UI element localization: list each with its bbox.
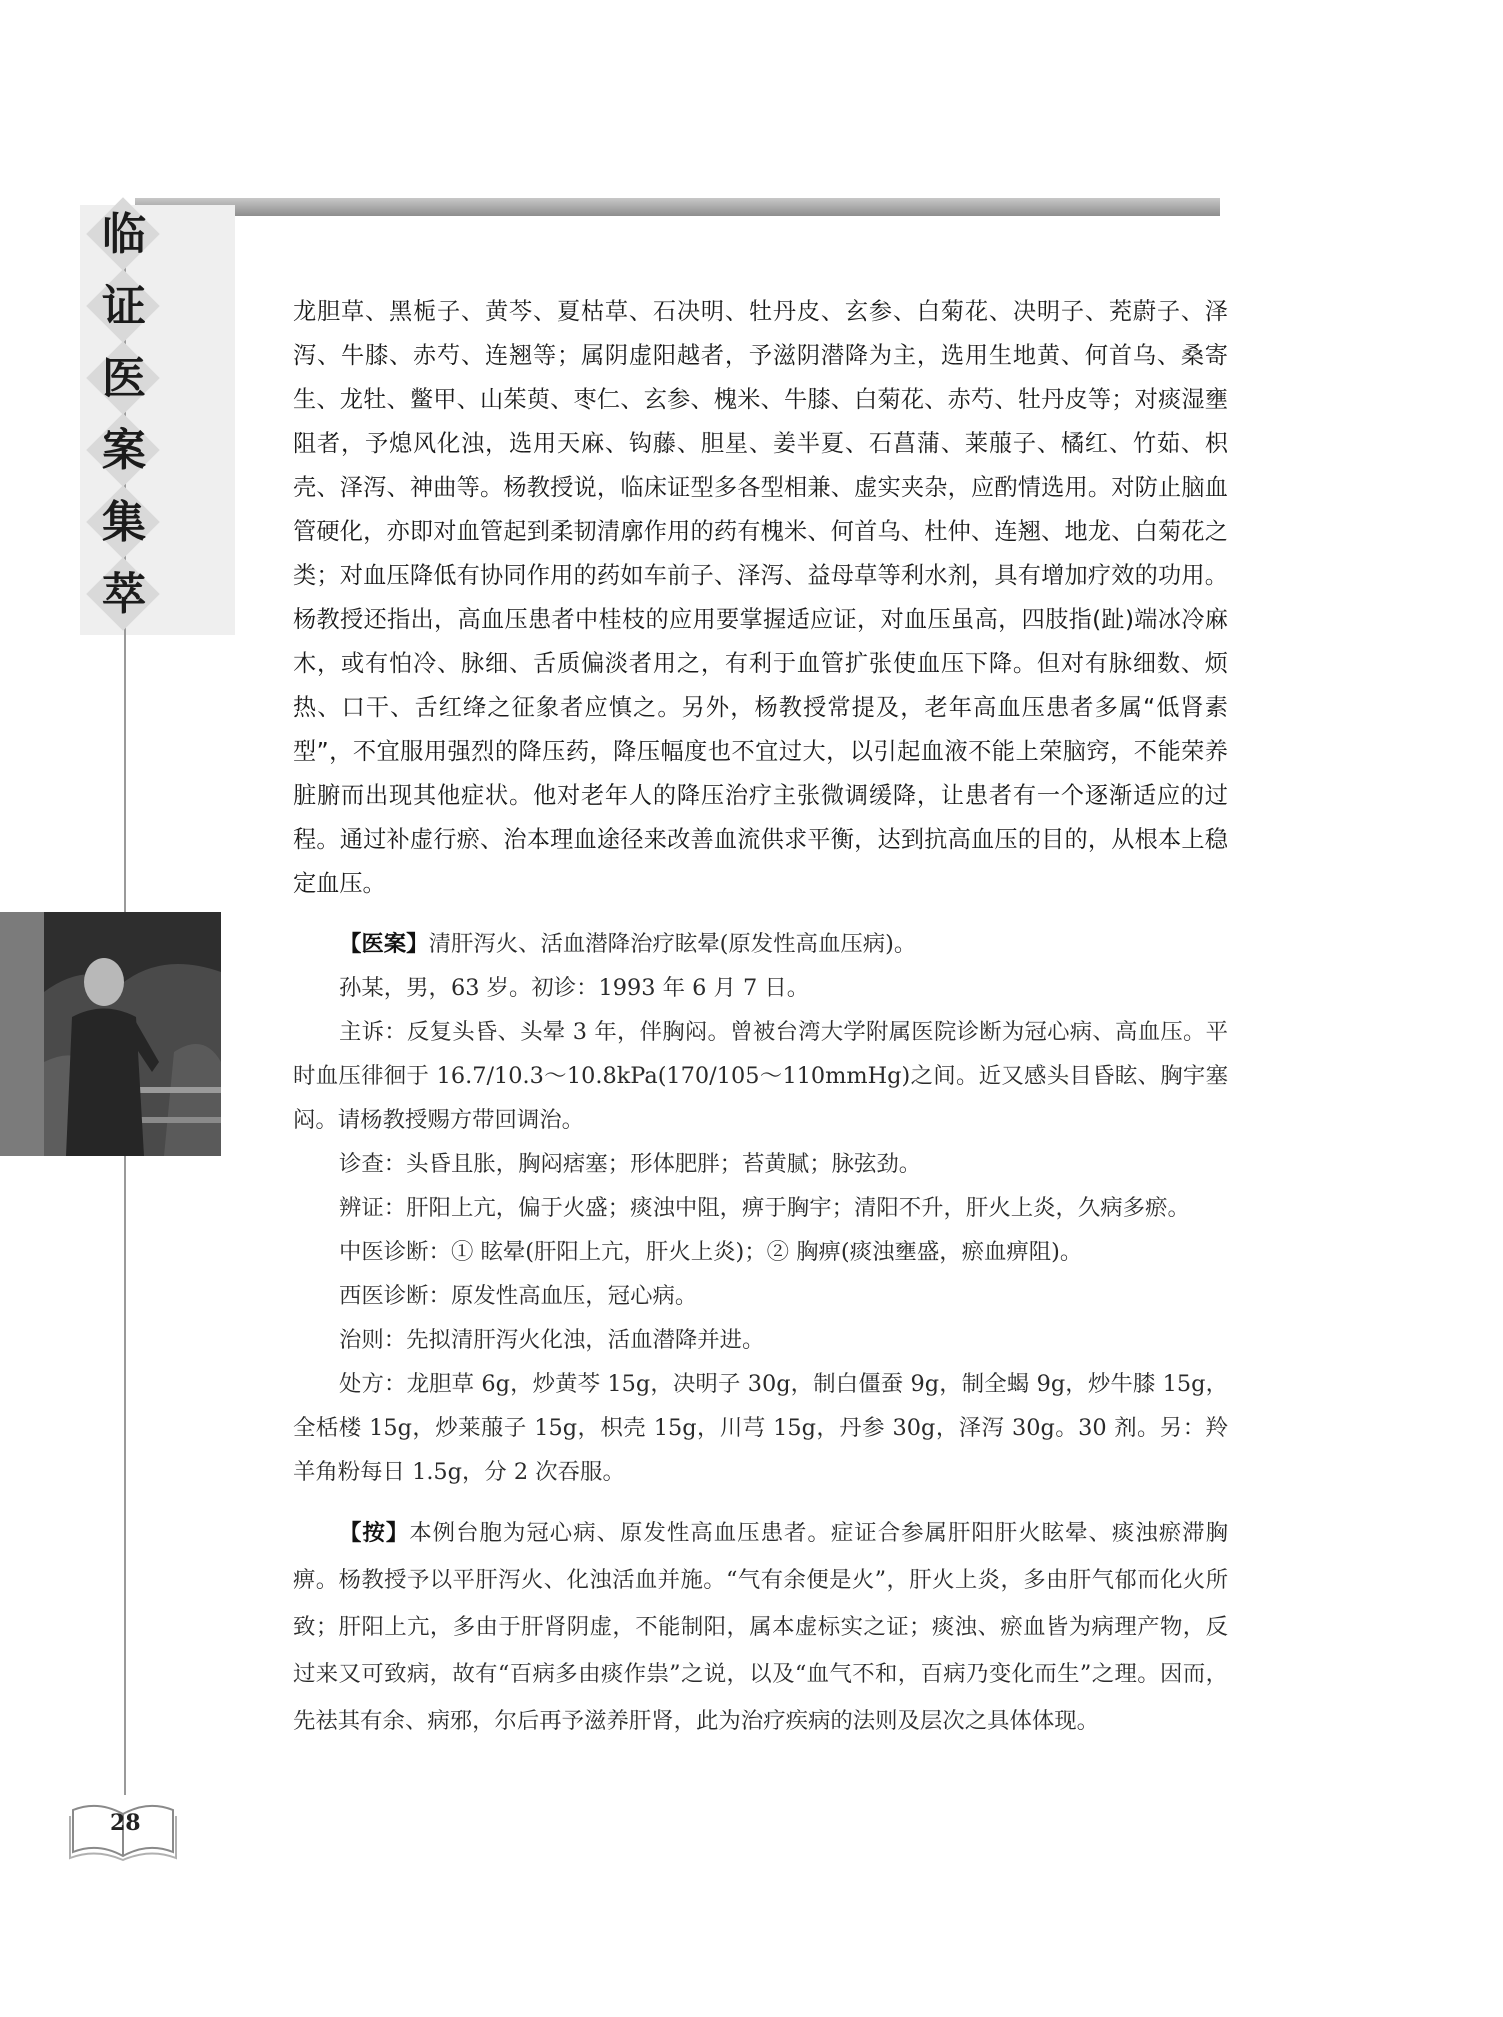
title-char-3: 医 <box>87 342 161 416</box>
case-tcm-diagnosis: 中医诊断：① 眩晕(肝阳上亢，肝火上炎)；② 胸痹(痰浊壅盛，瘀血痹阻)。 <box>339 1239 1083 1265</box>
case-western-diagnosis: 西医诊断：原发性高血压，冠心病。 <box>339 1283 698 1309</box>
note-tag: 【按】 <box>339 1520 410 1546</box>
title-char-4: 案 <box>87 414 161 488</box>
title-char-1: 临 <box>87 198 161 272</box>
header-band <box>135 198 1220 216</box>
note-text <box>293 1510 1228 1745</box>
case-patient: 孙某，男，63 岁。初诊：1993 年 6 月 7 日。 <box>339 975 810 1001</box>
title-char-5: 集 <box>87 486 161 560</box>
note-section <box>293 1510 1228 1745</box>
case-differentiation: 辨证：肝阳上亢，偏于火盛；痰浊中阻，痹于胸宇；清阳不升，肝火上炎，久病多瘀。 <box>339 1195 1190 1221</box>
case-treatment: 治则：先拟清肝泻火化浊，活血潜降并进。 <box>339 1327 765 1353</box>
case-tag: 【医案】 <box>339 931 429 957</box>
page-content <box>293 290 1228 1745</box>
page-number: 28 <box>110 1810 141 1836</box>
case-complaint: 主诉：反复头昏、头晕 3 年，伴胸闷。曾被台湾大学附属医院诊断为冠心病、高血压。平时血压徘徊于 16.7/10.3～10.8kPa(170/105～110mmHg)之间。近又感头目昏眩、胸宇塞闷。请杨教授赐方带回调治。 <box>293 1019 1228 1133</box>
portrait-photo <box>44 912 221 1156</box>
title-char-6: 萃 <box>87 558 161 632</box>
title-char-2: 证 <box>87 270 161 344</box>
case-section <box>293 922 1228 1494</box>
photo-side-bar <box>0 912 44 1156</box>
case-exam: 诊查：头昏且胀，胸闷痞塞；形体肥胖；苔黄腻；脉弦劲。 <box>339 1151 922 1177</box>
case-title-text: 清肝泻火、活血潜降治疗眩晕(原发性高血压病)。 <box>428 931 917 957</box>
case-title <box>293 922 1228 966</box>
note-body: 本例台胞为冠心病、原发性高血压患者。症证合参属肝阳肝火眩晕、痰浊瘀滞胸痹。杨教授予以平肝泻火、化浊活血并施。“气有余便是火”，肝火上炎，多由肝气郁而化火所致；肝阳上亢，多由于肝肾阴虚，不能制阳，属本虚标实之证；痰浊、瘀血皆为病理产物，反过来又可致病，故有“百病多由痰作祟”之说，以及“血气不和，百病乃变化而生”之理。因而，先祛其有余、病邪，尔后再予滋养肝肾，此为治疗疾病的法则及层次之具体体现。 <box>293 1520 1228 1734</box>
case-prescription: 处方：龙胆草 6g，炒黄芩 15g，决明子 30g，制白僵蚕 9g，制全蝎 9g，炒牛膝 15g，全栝楼 15g，炒莱菔子 15g，枳壳 15g，川芎 15g，丹参 30g，泽泻 30g。30 剂。另：羚羊角粉每日 1.5g，分 2 次吞服。 <box>293 1371 1228 1485</box>
body-paragraph: 龙胆草、黑栀子、黄芩、夏枯草、石决明、牡丹皮、玄参、白菊花、决明子、茺蔚子、泽泻、牛膝、赤芍、连翘等；属阴虚阳越者，予滋阴潜降为主，选用生地黄、何首乌、桑寄生、龙牡、鳖甲、山茱萸、枣仁、玄参、槐米、牛膝、白菊花、赤芍、牡丹皮等；对痰湿壅阻者，予熄风化浊，选用天麻、钩藤、胆星、姜半夏、石菖蒲、莱菔子、橘红、竹茹、枳壳、泽泻、神曲等。杨教授说，临床证型多各型相兼、虚实夹杂，应酌情选用。对防止脑血管硬化，亦即对血管起到柔韧清廓作用的药有槐米、何首乌、杜仲、连翘、地龙、白菊花之类；对血压降低有协同作用的药如车前子、泽泻、益母草等利水剂，具有增加疗效的功用。杨教授还指出，高血压患者中桂枝的应用要掌握适应证，对血压虽高，四肢指(趾)端冰冷麻木，或有怕冷、脉细、舌质偏淡者用之，有利于血管扩张使血压下降。但对有脉细数、烦热、口干、舌红绛之征象者应慎之。另外，杨教授常提及，老年高血压患者多属“低肾素型”，不宜服用强烈的降压药，降压幅度也不宜过大，以引起血液不能上荣脑窍，不能荣养脏腑而出现其他症状。他对老年人的降压治疗主张微调缓降，让患者有一个逐渐适应的过程。通过补虚行瘀、治本理血途径来改善血流供求平衡，达到抗高血压的目的，从根本上稳定血压。 <box>293 298 1228 897</box>
